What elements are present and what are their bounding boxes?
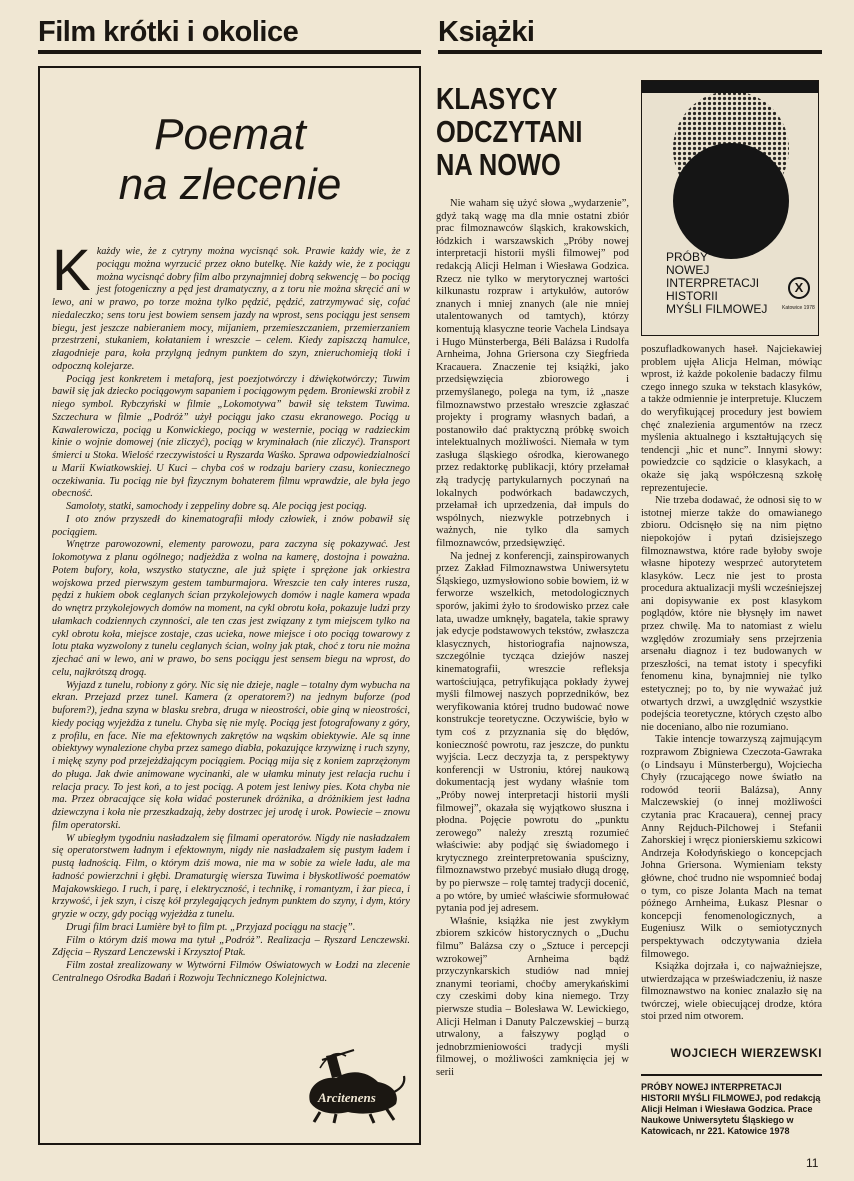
poem-paragraph-2: Pociąg jest konkretem i metaforą, jest poezjotwórczy i dźwiękotwórczy; Tuwim bawił się jak dziecko pociągowym sapaniem i pociągowym pędem. Broniewski zrobił z niego symbol. Rybczyński w filmie „Lokomotywa” bawił się tekstem Tuwima. Szczechura w filmie „Podróż” użył pociągu jako czasu ekranowego. Pociąg u Kawalerowicza, pociąg u Konwickiego, pociąg w westernie, pociąg w radzieckim kinie o wojnie domowej (nie zliczyć), pociąg w kryminałach (nie zliczyć). Transport śmierci u Stoka. Wielość rzeczywistości u Ryszarda Waśko. Sprawa odpowiedzialności u Marii Kwiatkowskiej. U Kuci – chyba coś w rodzaju bariery czasu, koniecznego oczekiwania. Tu pociąg nie był fizycznym bohaterem filmu wprawdzie, ale była jego obecność. xyxy=(52,373,410,500)
book-source-note: PRÓBY NOWEJ INTERPRETACJI HISTORII MYŚLI FILMOWEJ, pod redakcją Alicji Helman i Wiesława Godzica. Prace Naukowe Uniwersytetu Śląskiego w Katowicach, nr 221. Katowice 1978 xyxy=(641,1082,821,1136)
poem-paragraph-4: I oto znów przyszedł do kinematografii młody człowiek, i znów pobawił się pociągiem. xyxy=(52,513,410,538)
cover-publisher: Katowice 1978 xyxy=(782,305,815,311)
left-section-rule xyxy=(38,50,421,54)
right-section-rule xyxy=(438,50,822,54)
review-headline-line-1: KLASYCY xyxy=(436,81,558,116)
review-paragraph-1: Nie waham się użyć słowa „wydarzenie”, gdyż taką wagę ma dla mnie ostatni zbiór prac filmoznawców śląskich, krakowskich, łódzkich i warszawskich „Próby nowej interpretacji historii myśli filmowej” pod redakcją Alicji Helman i Wiesława Godzica. Rzecz nie tylko w merytorycznej wartości kilkunastu rozpraw i artykułów, autorów znanych i mniej znanych (ale nie mniej utalentowanych od tamtych), którzy komentują klasyczne teorie Vachela Lindsaya i Hugo Münsterberga, Béli Balázsa i Rudolfa Arnheima, Johna Griersona czy Siegfrieda Kracauera. Znaczenie tej książki, jako przedsięwzięcia zbiorowego i przemyślanego, polega na tym, iż „nasze filmoznawstwo przestało wreszcie zgłaszać projekty i programy własnych badań, a postanowiło dać praktyczną próbkę swoich intelektualnych możliwości. Niemała w tym zasługa śląskiego ośrodka, kierowanego przez redaktorkę publikacji, który przełamał złą tradycję partykularnych poczynań na lokalnych podwórkach badawczych, przełamał ich uprzedzenia, dał impuls do wspólnych, niezwykle potrzebnych i ważnych, nie tylko dla samych filmoznawców, przedsięwzięć. xyxy=(436,198,629,550)
poem-paragraph-1: każdy wie, że z cytryny można wycisnąć sok. Prawie każdy wie, że z pociągu można wyrzucić przez okno butelkę. Nie każdy wie, że z pociągu można wycisnąć dobry film albo przynajmniej dobrą sekwencję – bo pociąg jest fotogeniczny a pęd jest dramatyczny, a z toru nie można skręcić ani w lewo, ani w prawo, po torze można tylko pędzić, pędzić, zatrzymywać się, cofać niedaleczko; sens toru jest bowiem sensem jazdy na wprost, sens pociągu jest sensem biegu, jest jeszcze nabieraniem mocy, mijaniem, przemieszczaniem, przemierzaniem przestrzeni, stukaniem, kołataniem i wreszcie – celem. Kiedy zapiszczą hamulce, złagodnieje para, koła przylgną jednym punktem do szyn, znieruchomieją tłoki i odpoczną kolejarze. xyxy=(52,246,410,372)
signature-text: Arcitenens xyxy=(318,1090,376,1105)
drop-cap: K xyxy=(52,246,91,303)
poem-title-line-2: na zlecenie xyxy=(118,160,342,209)
review-paragraph-6: Takie intencje towarzyszą zajmującym rozprawom Zbigniewa Czeczota-Gawraka (o Lindsayu i Münsterbergu), Wojciecha Chyły (rzucającego nowe światło na rodowód teorii Balázsa), Anny Malczewskiej (o innej możliwości czytania prac Kracauera), cennej pracy Anny Rejduch-Pilchowej i Stefanii Zahorskiej i wręcz pionierskiemu szkicowi Andrzeja Kołodyńskiego o koncepcjach Johna Griersona. Wymieniam teksty główne, choć trudno nie wspomnieć bodaj o tym, co pisze Jolanta Mach na temat późnego Arnheima, Łukasz Plesnar o koncepcji fenomenologicznych, a Eugeniusz Wilk o semiotycznych perspektywach odczytywania dzieła filmowego. xyxy=(641,734,822,960)
review-paragraph-5: Nie trzeba dodawać, że odnosi się to w istotnej mierze także do omawianego zbioru. Odcisnęło się na nim piętno niepokojów i pytań dzisiejszego filmoznawstwa, które rade byłoby swoje własne hipotezy wesprzeć autorytetem klasyków. Lecz nie jest to prosta procedura aktualizacji myśli wcześniejszej ani dopisywanie ex post klasykom poglądów, które nie błysnęły im nawet przez chwilę. Ma to natomiast z wielu względów zrozumiały sens przejrzenia arsenału diagnoz i tez budowanych w przeszłości, na temat istoty i specyfiki fenomenu kina, bynajmniej nie tylko estetycznej; po to, by nie wyważać już otwartych drzwi, a uwzględnić wszystkie podejścia teoretyczne, których często albo nie doceniano, albo nie rozumiano. xyxy=(641,495,822,733)
review-column-1 xyxy=(436,198,629,1148)
review-headline xyxy=(436,82,582,181)
review-paragraph-7: Książka dojrzała i, co najważniejsze, utwierdzająca w przeświadczeniu, iż nasze filmoznawstwo na koniec znalazło się na twórczej, wiele obiecującej drodze, która stoi przed nim otworem. xyxy=(641,961,822,1023)
poem-paragraph-7: W ubiegłym tygodniu nasładzałem się filmami operatorów. Nigdy nie nasładzałem się operatorstwem ładnym i efektownym, nigdy nie nasładzałem się pustym ładem i pustą ładnością. Film, o którym dziś mowa, nie ma w sobie za wiele ładu, ale ma ładność powierzchni i głębi. Dramaturgię wiersza Tuwima i błyskotliwość poematów Majakowskiego. I ruch, i parę, i elektryczność, i technikę, i romantyzm, i żar pieca, i krzywość, i jek szyn, i ciszę kół przylegających jednym punktem do szyny, i dym, który gryzie w oczy, gdy pociąg wyjeżdża z tunelu. xyxy=(52,832,410,920)
cover-line-3: INTERPRETACJI xyxy=(666,276,760,290)
right-section-title: Książki xyxy=(438,16,535,48)
poem-paragraph-9: Film o którym dziś mowa ma tytuł „Podróż”. Realizacja – Ryszard Lenczewski. Zdjęcia – Ryszard Lenczewski i Krzysztof Ptak. xyxy=(52,934,410,959)
poem-article-body xyxy=(52,246,410,1046)
book-cover-image xyxy=(641,80,819,336)
cover-line-1: PRÓBY xyxy=(666,250,709,264)
review-headline-line-3: NA NOWO xyxy=(436,147,561,182)
poem-paragraph-10: Film został zrealizowany w Wytwórni Filmów Oświatowych w Łodzi na zlecenie Centralnego Ośrodka Badań i Rozwoju Technicznego Kolejnictwa. xyxy=(52,960,410,984)
archer-centaur-icon xyxy=(296,1046,408,1124)
poem-paragraph-6: Wyjazd z tunelu, robiony z góry. Nic się nie dzieje, nagle – totalny dym wybucha na ekran. Przejazd przez tunel. Kamera (z operatorem?) na jednym buforze (pod buforem?), jedna szyna w blasku srebra, druga w nieostrości, obie giną w nieostrości, kiedy pociąg wyjeżdża z tunelu. Chyba się nie mylę. Pociąg jest fotografowany z góry, z profilu, en face. Nie ma efektownych zakrętów na wąskim obiektywie. Ale są inne obiektywy wynalezione chyba przez samego diabła, pokazujące krzywiznę i ruch szyny, i miękę szyny pod przejeżdżającym pociągiem. Pociąg mija się z koniem zaprzężonym do pługa. Jak dwie animowane wycinanki, ale w ułamku minuty jest relacja ruchu i relacja pracy. To jest koń, a to jest pociąg. A potem jest leniwy pies. Kota chyba nie ma. Przez obracające się koła widać posterunek dróżnika, a dróżnikiem jest ładna dziewczyna i koła nie przeszkadzają, żeby dostrzec jej urodę i urok. Powiecie – znowu film operatorski. xyxy=(52,679,410,831)
left-section-title: Film krótki i okolice xyxy=(38,16,299,48)
poem-paragraph-5: Wnętrze parowozowni, elementy parowozu, para zaczyna się pokazywać. Jest lokomotywa z planu ogólnego; nadjeżdża z wolna na kamerę, dostojna i poważna. Potem bufory, koła, wszystko statyczne, ale już spięte i sprężone jak orkiestra wojskowa przed pierwszym gestem tamburmajora. Wreszcie ten cały interes rusza, pędzi z hukiem obok ceglanych ścian przykolejowych domów i nagle kamera wpada do wnętrz przykolejowych domów na moment, na cykl obrotu koła, pokazuje ludzi przy ułamkach codziennych czynności, ale ten czas jest związany z tym miejscem tylko na cykl obrotu koła, miejsce zostaje, czas ucieka, nowe miejsce i oto pociąg towarowy z lotu ptaka wyzwolony z tunelu ceglanych ścian, wolny jak ptak, choć z toru nie można zjechać ani w lewo, ani w prawo, bo sens pociągu jest sensem biegu na wprost, do celu, najkrótszą drogą. xyxy=(52,539,410,678)
poem-paragraph-3: Samoloty, statki, samochody i zeppeliny dobre są. Ale pociąg jest pociąg. xyxy=(66,501,367,512)
review-column-2 xyxy=(641,344,822,1034)
poem-paragraph-8: Drugi film braci Lumière był to film pt. „Przyjazd pociągu na stację”. xyxy=(66,921,356,933)
review-paragraph-2: Na jednej z konferencji, zainspirowanych przez Zakład Filmoznawstwa Uniwersytetu Śląskiego, uzmysłowiono sobie bowiem, iż w ferworze wszelkich, metodologicznych sporów, jakimi żyło to środowisko przez całe lata, uwadze umknęły, bagatela, takie sprawy jak edycje podstawowych tekstów, zwłaszcza klasycznych, historiografia najnowsza, szczególnie tycząca dziejów naszej kinematografii, wreszcie refleksja wartościująca, petryfikująca pokłady żywej myśli filmowej naszych poprzedników, bez weryfikowania której trudno budować nowe konstrukcje teoretyczne. Oczywiście, było w tym coś z przyznania się do błędów, konieczność powrotu, raz jeszcze, do punktu wyjścia. Lecz deczyzja ta, z perspektywy konferencji w Ustroniu, której naukową dokumentacją jest wydany właśnie tom „Próby nowej interpretacji historii myśli filmowej”, okazała się wyjątkowo słuszna i płodna. Pojęcie powrotu do „punktu zerowego” należy zresztą rozumieć właściwie: aby podjąć się świadomego i krytycznego zreinterpretowania spuścizny, filmoznawstwo przebyć musiało długą drogę, by po pierwsze – rolę tamtej tradycji docenić, a po wtóre, by umieć właściwie sformułować pytania pod jej adresem. xyxy=(436,550,629,915)
arcitenens-emblem xyxy=(296,1046,408,1124)
page-number: 11 xyxy=(806,1156,819,1170)
review-author: WOJCIECH WIERZEWSKI xyxy=(670,1048,822,1060)
poem-title-line-1: Poemat xyxy=(154,110,306,159)
review-paragraph-4: poszufladkowanych haseł. Najciekawiej problem ujęła Alicja Helman, mówiąc wprost, iż każde pokolenie badaczy filmu czego innego szuka w tekstach klasyków, a także odmiennie je interpretuje. Kluczem do weryfikującej procedury jest bowiem chęć znalezienia argumentów na rzecz myślenia aktualnego i kształtujących się tendencji „hic et nunc”. Innymi słowy: powiedzcie co sądzicie o klasykach, a okaże się jaką współczesną szkołę reprezentujecie. xyxy=(641,344,822,494)
book-cover-title xyxy=(666,251,767,316)
review-paragraph-3: Właśnie, książka nie jest zwykłym zbiorem szkiców historycznych o „Duchu filmu” Balázsa czy o „Sztuce i percepcji wzrokowej” Arnheima bądź przyczynkarskich studiów nad mniej znanymi teoriami, choćby amerykańskimi czy czeskimi doby kina niemego. Trzy pierwsze studia – Bolesława W. Lewickiego, Alicji Helman i Danuty Palczewskiej – burzą utrwalony, a fałszywy pogląd o jednobrzmieniowości tradycji myśli filmowej, o możliwości zamknięcia jej w serii xyxy=(436,915,629,1078)
cover-line-5: MYŚLI FILMOWEJ xyxy=(666,302,768,316)
review-headline-line-2: ODCZYTANI xyxy=(436,114,583,149)
poem-title xyxy=(40,110,420,210)
source-rule xyxy=(641,1074,822,1076)
publisher-logo-icon: X xyxy=(788,277,810,299)
cover-line-4: HISTORII xyxy=(666,289,718,303)
cover-line-2: NOWEJ xyxy=(666,263,710,277)
